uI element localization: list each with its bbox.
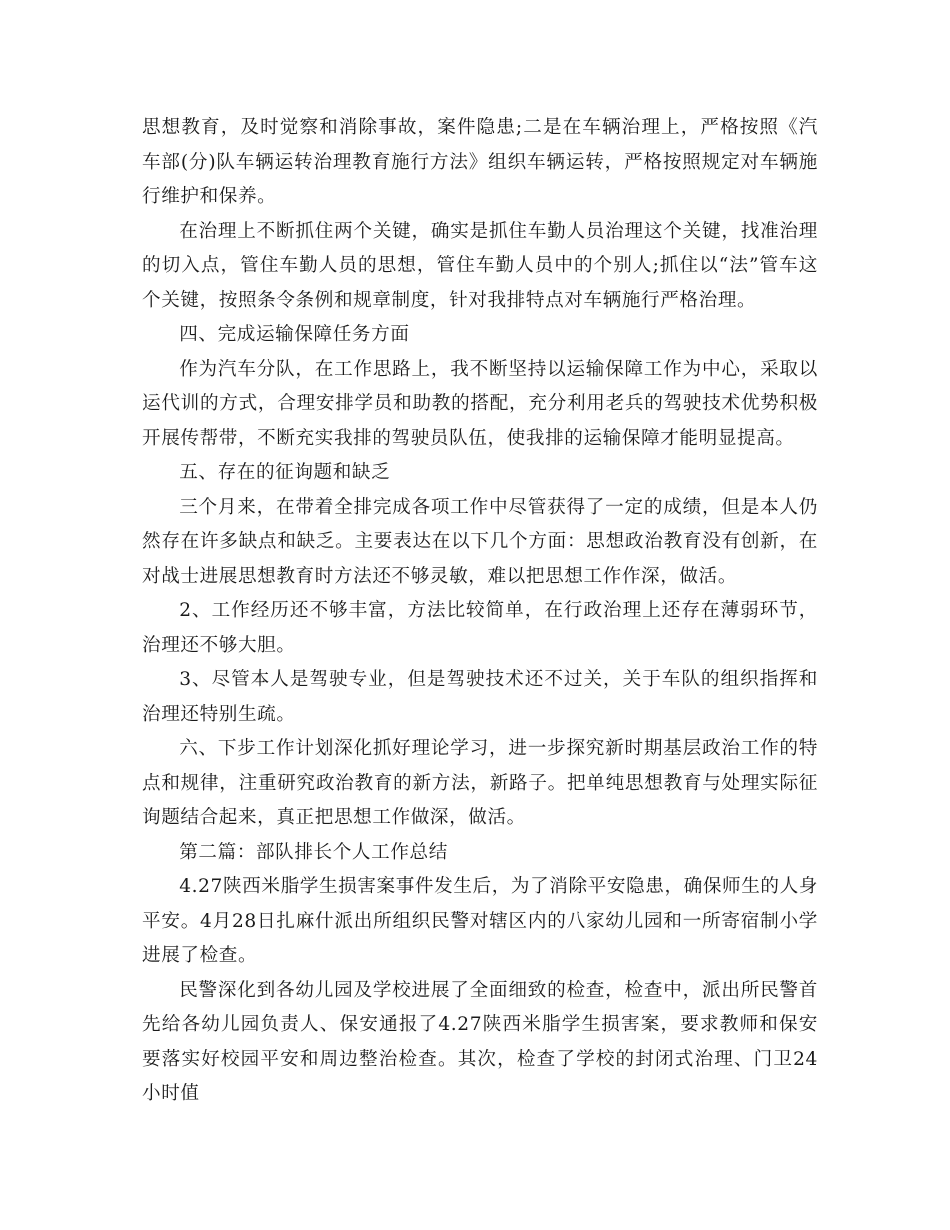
paragraph: 六、下步工作计划深化抓好理论学习，进一步探究新时期基层政治工作的特点和规律，注重研究政治教育的新方法，新路子。把单纯思想教育与处理实际征询题结合起来，真正把思想工作做深，做活。: [142, 738, 818, 828]
paragraph: 3、尽管本人是驾驶专业，但是驾驶技术还不过关，关于车队的组织指挥和治理还特别生疏。: [142, 669, 818, 725]
section-heading: 五、存在的征询题和缺乏: [179, 462, 391, 483]
paragraph: 民警深化到各幼儿园及学校进展了全面细致的检查，检查中，派出所民警首先给各幼儿园负责人、保安通报了4.27陕西米脂学生损害案，要求教师和保安要落实好校园平安和周边整治检查。其次，检查了学校的封闭式治理、门卫24小时值: [142, 979, 818, 1104]
paragraph-continued: 思想教育，及时觉察和消除事故，案件隐患;二是在车辆治理上，严格按照《汽车部(分)队车辆运转治理教育施行方法》组织车辆运转，严格按照规定对车辆施行维护和保养。: [142, 117, 818, 207]
section-heading: 四、完成运输保障任务方面: [179, 324, 410, 345]
document-body: [142, 111, 818, 1112]
paragraph: 2、工作经历还不够丰富，方法比较简单，在行政治理上还存在薄弱环节，治理还不够大胆。: [142, 600, 818, 656]
paragraph: 4.27陕西米脂学生损害案事件发生后，为了消除平安隐患，确保师生的人身平安。4月28日扎麻什派出所组织民警对辖区内的八家幼儿园和一所寄宿制小学进展了检查。: [142, 876, 818, 966]
paragraph: 作为汽车分队，在工作思路上，我不断坚持以运输保障工作为中心，采取以运代训的方式，合理安排学员和助教的搭配，充分利用老兵的驾驶技术优势积极开展传帮带，不断充实我排的驾驶员队伍，使我排的运输保障才能明显提高。: [142, 358, 818, 449]
paragraph: 三个月来，在带着全排完成各项工作中尽管获得了一定的成绩，但是本人仍然存在许多缺点和缺乏。主要表达在以下几个方面：思想政治教育没有创新，在对战士进展思想教育时方法还不够灵敏，难以把思想工作作深，做活。: [142, 496, 818, 587]
section-heading: 第二篇：部队排长个人工作总结: [179, 841, 448, 863]
paragraph: 在治理上不断抓住两个关键，确实是抓住车勤人员治理这个关键，找准治理的切入点，管住车勤人员的思想，管住车勤人员中的个别人;抓住以“法”管车这个关键，按照条令条例和规章制度，针对我排特点对车辆施行严格治理。: [142, 220, 818, 311]
